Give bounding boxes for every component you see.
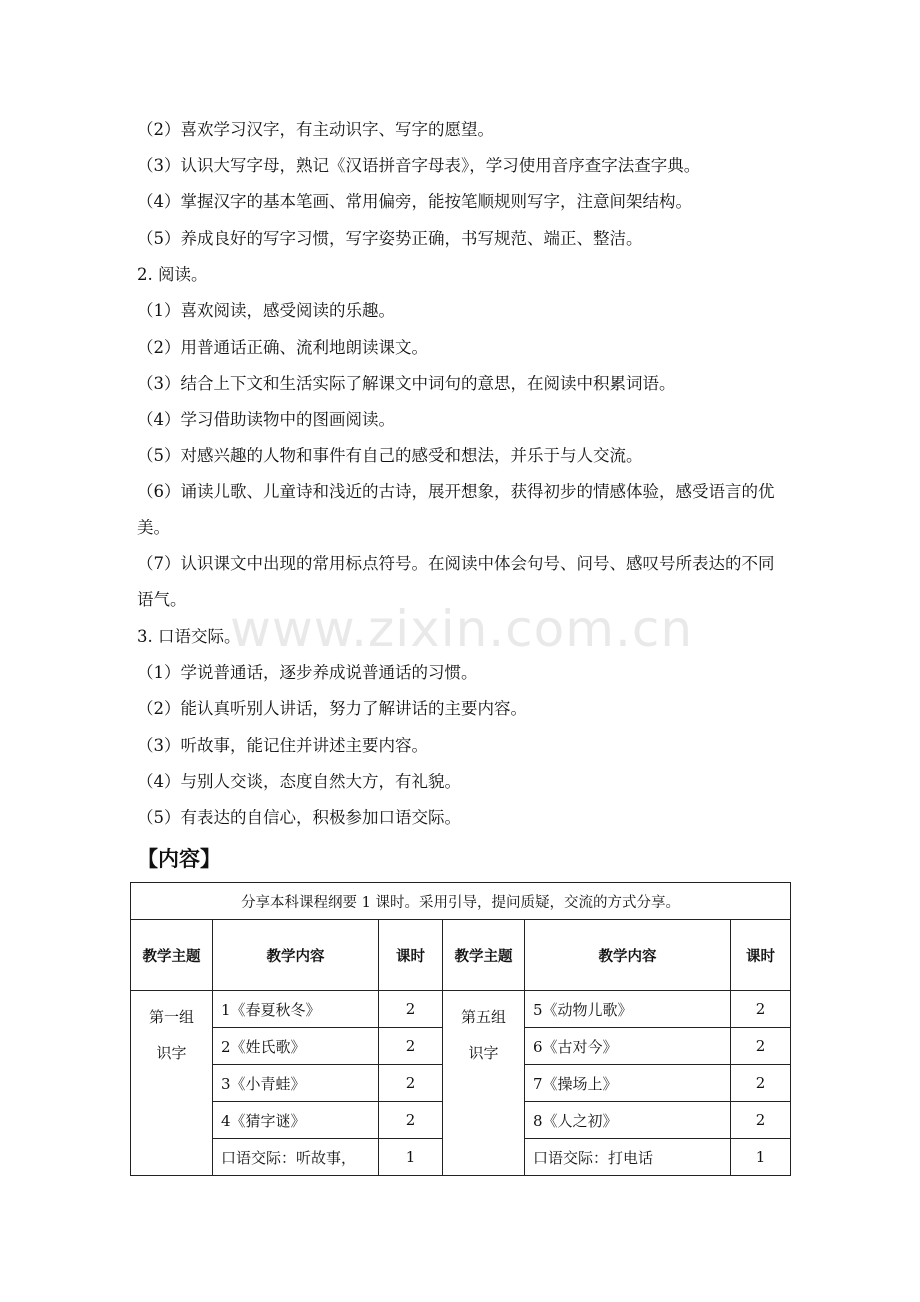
group-type: 识字 <box>156 1044 187 1062</box>
text-line: （3）听故事，能记住并讲述主要内容。 <box>137 736 428 755</box>
text-line: （3）结合上下文和生活实际了解课文中词句的意思，在阅读中积累词语。 <box>137 374 676 393</box>
hours-cell: 2 <box>731 1065 791 1102</box>
text-line: （4）学习借助读物中的图画阅读。 <box>137 410 395 429</box>
hours-cell: 2 <box>379 1028 443 1065</box>
watermark: www.zixin.com.cn <box>230 600 694 658</box>
hours-cell: 2 <box>379 991 443 1028</box>
course-table <box>130 882 791 1176</box>
lesson-cell: 8《人之初》 <box>525 1102 731 1139</box>
table-note: 分享本科课程纲要 1 课时。采用引导，提问质疑，交流的方式分享。 <box>131 883 791 920</box>
text-line: （5）养成良好的写字习惯，写字姿势正确，书写规范、端正、整洁。 <box>137 229 643 248</box>
text-line: （7）认识课文中出现的常用标点符号。在阅读中体会句号、问号、感叹号所表达的不同语气。 <box>137 554 775 609</box>
lesson-cell: 2《姓氏歌》 <box>213 1028 379 1065</box>
group-type: 识字 <box>468 1044 499 1062</box>
text-line: （5）有表达的自信心，积极参加口语交际。 <box>137 808 461 827</box>
text-line: （3）认识大写字母，熟记《汉语拼音字母表》，学习使用音序查字法查字典。 <box>137 156 701 175</box>
hours-cell: 2 <box>731 1102 791 1139</box>
hours-cell: 2 <box>379 1102 443 1139</box>
text-line: （2）能认真听别人讲话，努力了解讲话的主要内容。 <box>137 699 527 718</box>
header-content: 教学内容 <box>525 920 731 991</box>
hours-cell: 2 <box>731 1028 791 1065</box>
lesson-cell: 7《操场上》 <box>525 1065 731 1102</box>
text-line: （5）对感兴趣的人物和事件有自己的感受和想法，并乐于与人交流。 <box>137 446 643 465</box>
table-row <box>131 991 791 1028</box>
lesson-cell: 4《猜字谜》 <box>213 1102 379 1139</box>
header-content: 教学内容 <box>213 920 379 991</box>
lesson-cell: 1《春夏秋冬》 <box>213 991 379 1028</box>
lesson-cell: 6《古对今》 <box>525 1028 731 1065</box>
text-line: （1）学说普通话，逐步养成说普通话的习惯。 <box>137 663 478 682</box>
header-hours: 课时 <box>731 920 791 991</box>
header-topic: 教学主题 <box>443 920 525 991</box>
hours-cell: 1 <box>731 1139 791 1176</box>
lesson-cell: 5《动物儿歌》 <box>525 991 731 1028</box>
group-name: 第一组 <box>148 1008 194 1026</box>
section-heading-speaking: 3. 口语交际。 <box>137 627 241 646</box>
section-title: 【内容】 <box>137 847 221 871</box>
group-cell-right <box>443 991 525 1176</box>
header-topic: 教学主题 <box>131 920 213 991</box>
group-name: 第五组 <box>460 1008 506 1026</box>
text-line: （2）喜欢学习汉字，有主动识字、写字的愿望。 <box>137 120 494 139</box>
hours-cell: 2 <box>379 1065 443 1102</box>
hours-cell: 1 <box>379 1139 443 1176</box>
group-cell-left <box>131 991 213 1176</box>
text-line: （4）掌握汉字的基本笔画、常用偏旁，能按笔顺规则写字，注意间架结构。 <box>137 192 692 211</box>
hours-cell: 2 <box>731 991 791 1028</box>
text-line: （1）喜欢阅读，感受阅读的乐趣。 <box>137 301 395 320</box>
lesson-cell: 口语交际：打电话 <box>525 1139 731 1176</box>
text-line: （2）用普通话正确、流利地朗读课文。 <box>137 338 428 357</box>
text-line: （6）诵读儿歌、儿童诗和浅近的古诗，展开想象，获得初步的情感体验，感受语言的优美。 <box>137 482 775 537</box>
header-hours: 课时 <box>379 920 443 991</box>
lesson-cell: 3《小青蛙》 <box>213 1065 379 1102</box>
text-line: （4）与别人交谈，态度自然大方，有礼貌。 <box>137 772 461 791</box>
section-heading-reading: 2. 阅读。 <box>137 265 208 284</box>
lesson-cell: 口语交际：听故事， <box>213 1139 379 1176</box>
